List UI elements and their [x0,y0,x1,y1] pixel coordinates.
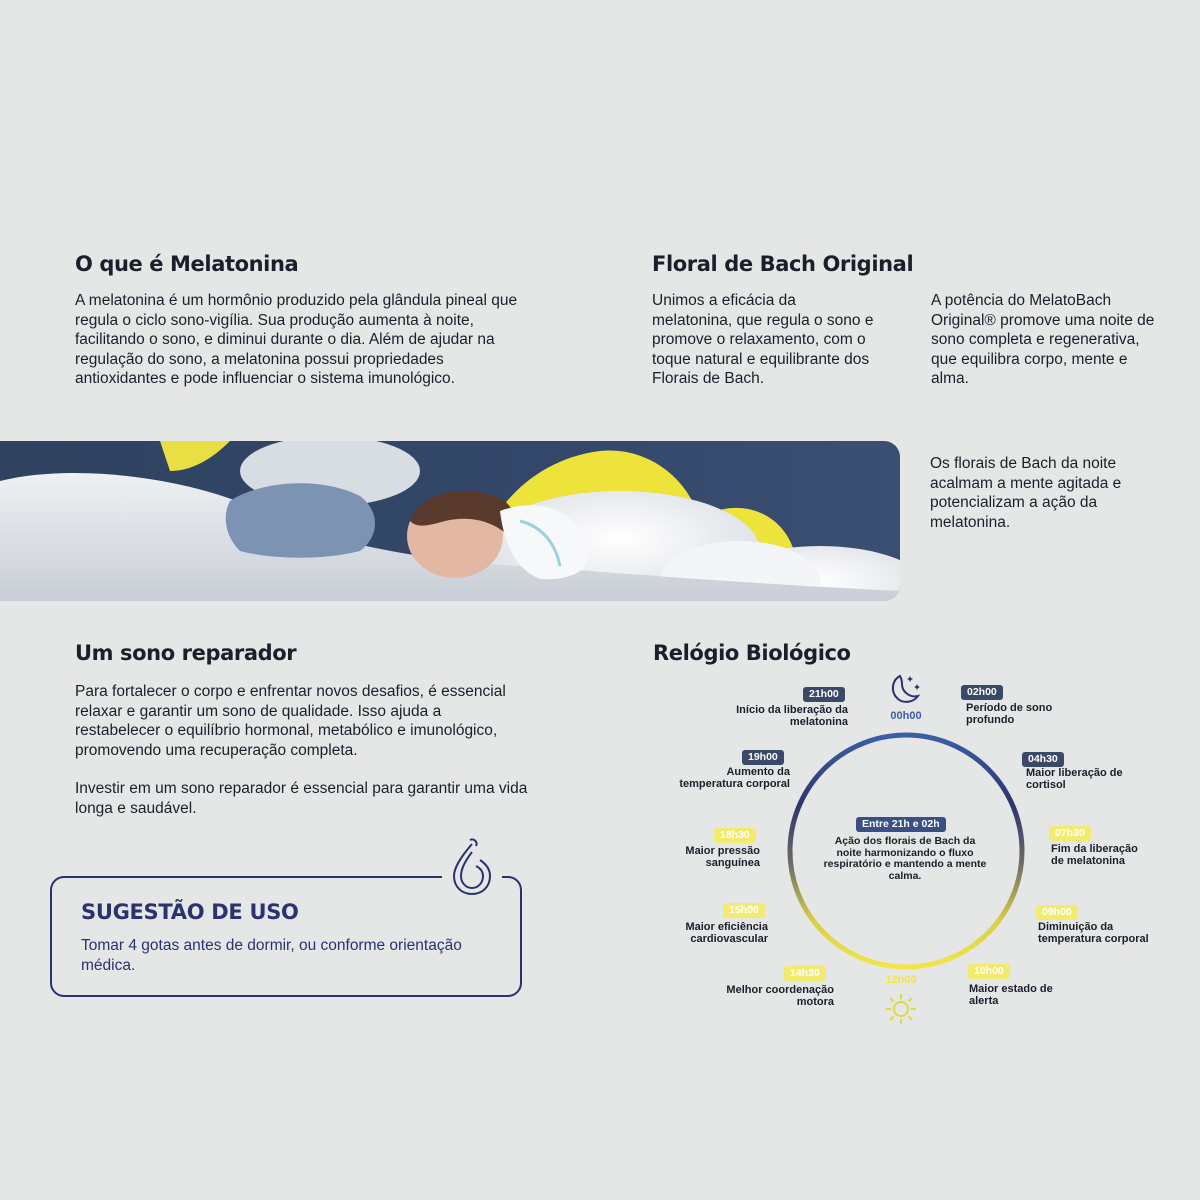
sono-title: Um sono reparador [75,641,297,665]
event-time-15h00: 15h00 [723,903,765,918]
sono-text-2: Investir em um sono reparador é essencial para garantir uma vida longa e saudável. [75,780,528,817]
event-label-02h00: Período de sono profundo [966,702,1053,726]
event-time-07h30: 07h30 [1049,826,1091,841]
sugestao-text: Tomar 4 gotas antes de dormir, ou conforme orientação médica. [81,937,462,974]
floral-text-1: Unimos a eficácia da melatonina, que regula o sono e promove o relaxamento, com o toque natural e equilibrante dos Florais de Bach. [652,292,874,387]
floral-text-2: A potência do MelatoBach Original® promove uma noite de sono completa e regenerativa, que equilibra corpo, mente e alma. [931,292,1155,387]
event-time-10h00: 10h00 [968,964,1010,979]
event-label-04h30: Maior liberação de cortisol [1026,767,1123,791]
event-time-02h00: 02h00 [961,685,1003,700]
clock-center-text: Ação dos florais de Bach da noite harmonizando o fluxo respiratório e mantendo a mente calma. [823,835,987,882]
drop-icon [446,838,500,903]
sun-icon [884,992,918,1031]
event-time-21h00: 21h00 [803,687,845,702]
event-label-19h00: Aumento da temperatura corporal [679,766,790,790]
sleeping-woman-image [0,441,900,601]
clock-center-pill: Entre 21h e 02h [856,817,946,832]
floral-title: Floral de Bach Original [652,252,914,276]
event-time-09h00: 09h00 [1036,905,1078,920]
clock-time-top: 00h00 [890,710,922,722]
event-time-04h30: 04h30 [1022,752,1064,767]
event-time-18h30: 18h30 [714,828,756,843]
moon-icon [886,672,926,711]
event-label-07h30: Fim da liberação de melatonina [1051,843,1138,867]
event-label-15h00: Maior eficiência cardiovascular [685,921,768,945]
floral-text-3: Os florais de Bach da noite acalmam a mente agitada e potencializam a ação da melatonina. [930,455,1122,531]
event-label-10h00: Maior estado de alerta [969,983,1053,1007]
sugestao-title: SUGESTÃO DE USO [81,900,299,924]
event-label-09h00: Diminuição da temperatura corporal [1038,921,1149,945]
event-label-21h00: Início da liberação da melatonina [736,704,848,728]
event-time-14h30: 14h30 [784,966,826,981]
event-time-19h00: 19h00 [742,750,784,765]
melatonina-text: A melatonina é um hormônio produzido pela glândula pineal que regula o ciclo sono-vigília. Sua produção aumenta à noite, facilitando o sono, e diminui durante o dia. Além de ajudar na regulação do sono, a melatonina possui propriedades antioxidantes e pode influenciar o sistema imunológico. [75,292,518,387]
relogio-title: Relógio Biológico [653,641,851,665]
event-label-18h30: Maior pressão sanguínea [685,845,760,869]
event-label-14h30: Melhor coordenação motora [726,984,834,1008]
clock-time-bottom: 12h00 [885,974,917,986]
sono-text-1: Para fortalecer o corpo e enfrentar novos desafios, é essencial relaxar e garantir um sono de qualidade. Isso ajuda a restabelecer o equilíbrio hormonal, metabólico e imunológico, promovendo uma recuperação completa. [75,683,506,759]
melatonina-title: O que é Melatonina [75,252,299,276]
